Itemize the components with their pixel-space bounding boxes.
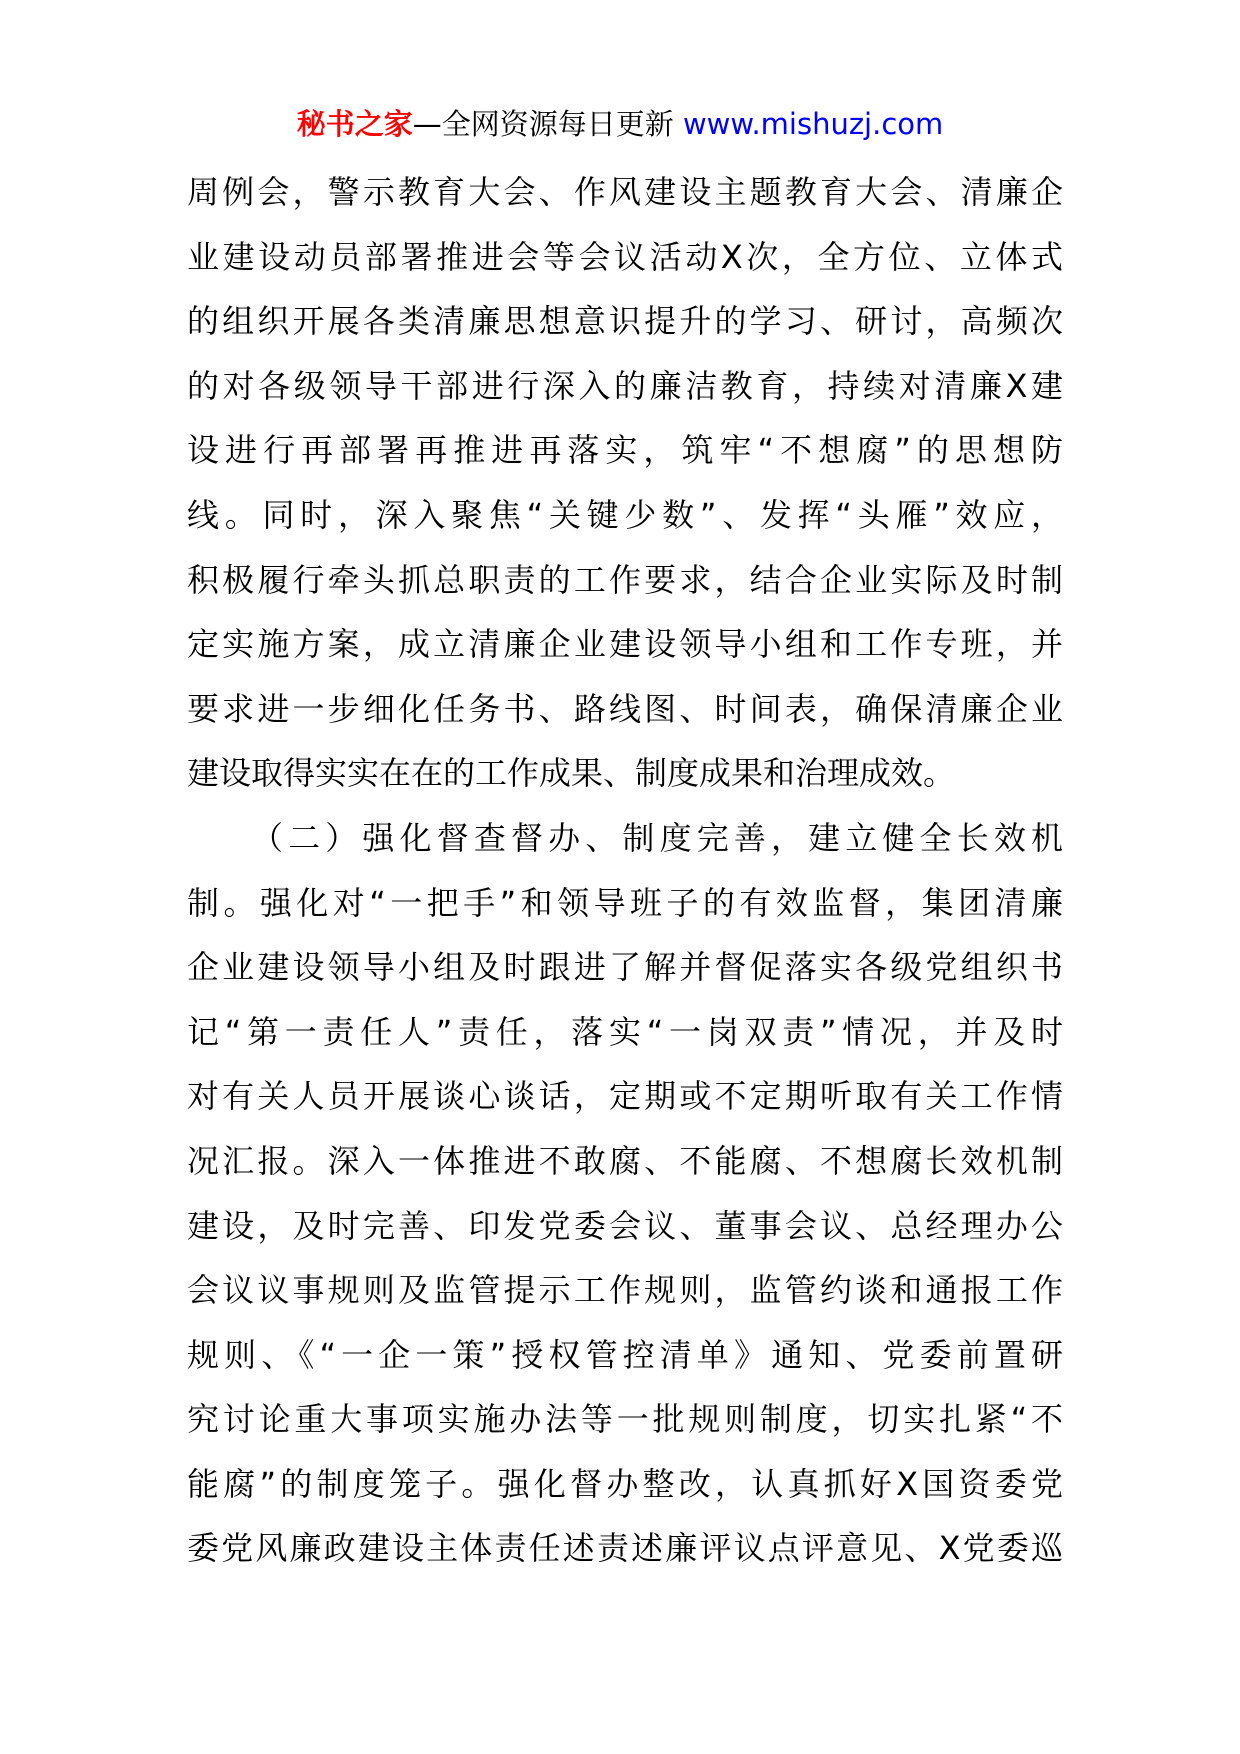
- body-line: 业建设动员部署推进会等会议活动X次，全方位、立体式: [187, 237, 1063, 276]
- body-line: 定实施方案，成立清廉企业建设领导小组和工作专班，并: [187, 625, 1063, 664]
- header-brand: 秘书之家: [296, 107, 413, 141]
- body-line: 的组织开展各类清廉思想意识提升的学习、研讨，高频次: [187, 302, 1063, 341]
- header-site-link[interactable]: www.mishuzj.com: [682, 107, 944, 141]
- body-line: 线。同时，深入聚焦“关键少数”、发挥“头雁”效应，: [187, 495, 1063, 534]
- body-line: 周例会，警示教育大会、作风建设主题教育大会、清廉企: [187, 173, 1063, 211]
- body-line: 企业建设领导小组及时跟进了解并督促落实各级党组织书: [187, 948, 1063, 987]
- document-body: [187, 160, 1063, 1581]
- header-slogan: —全网资源每日更新: [412, 107, 674, 141]
- body-line: 设进行再部署再推进再落实，筑牢“不想腐”的思想防: [187, 431, 1063, 470]
- body-line: 能腐”的制度笼子。强化督办整改，认真抓好X国资委党: [187, 1464, 1063, 1503]
- body-line: 况汇报。深入一体推进不敢腐、不能腐、不想腐长效机制: [187, 1141, 1063, 1180]
- body-line: 建设，及时完善、印发党委会议、董事会议、总经理办公: [187, 1206, 1063, 1245]
- body-line: 究讨论重大事项实施办法等一批规则制度，切实扎紧“不: [187, 1400, 1063, 1439]
- body-line: 对有关人员开展谈心谈话，定期或不定期听取有关工作情: [187, 1077, 1063, 1116]
- page-header: [0, 100, 1240, 148]
- body-line: 会议议事规则及监管提示工作规则，监管约谈和通报工作: [187, 1271, 1063, 1310]
- body-line: 委党风廉政建设主体责任述责述廉评议点评意见、X党委巡: [187, 1529, 1063, 1568]
- body-line: 制。强化对“一把手”和领导班子的有效监督，集团清廉: [187, 883, 1063, 922]
- body-line: 规则、《“一企一策”授权管控清单》通知、党委前置研: [187, 1335, 1063, 1374]
- section-heading-line: （二）强化督查督办、制度完善，建立健全长效机: [251, 818, 1063, 857]
- paragraph-last-line: 建设取得实实在在的工作成果、制度成果和治理成效。: [187, 754, 956, 793]
- body-line: 记“第一责任人”责任，落实“一岗双责”情况，并及时: [187, 1012, 1063, 1051]
- body-line: 要求进一步细化任务书、路线图、时间表，确保清廉企业: [187, 689, 1063, 728]
- body-line: 的对各级领导干部进行深入的廉洁教育，持续对清廉X建: [187, 366, 1063, 405]
- body-line: 积极履行牵头抓总职责的工作要求，结合企业实际及时制: [187, 560, 1063, 599]
